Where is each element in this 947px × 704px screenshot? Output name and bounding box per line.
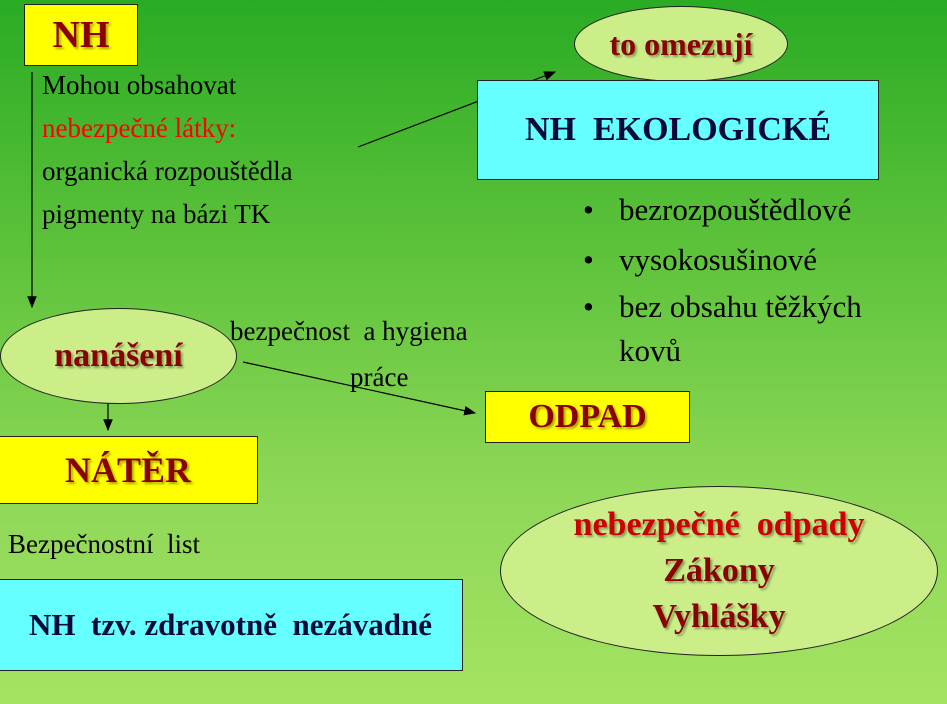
nh-ekologicke-label: NH EKOLOGICKÉ — [524, 111, 832, 148]
nh-box — [24, 4, 138, 66]
nh-zdravotne-box — [0, 579, 463, 671]
safety-label-line2: práce — [350, 362, 409, 392]
left-text-line1: Mohou obsahovat — [42, 70, 237, 100]
waste-line3: Vyhlášky — [652, 598, 786, 635]
eco-bullet-item: • bez obsahu těžkých kovů — [577, 285, 919, 373]
to-omezuji-label: to omezují — [609, 25, 753, 62]
eco-bullet-item: • vysokosušinové — [577, 235, 937, 285]
eco-bullet-list — [577, 185, 937, 373]
odpad-label: ODPAD — [528, 398, 647, 435]
left-text-line4: pigmenty na bázi TK — [42, 199, 271, 229]
nh-ekologicke-box — [477, 80, 879, 180]
waste-line2: Zákony — [663, 552, 775, 589]
safety-label-line1: bezpečnost a hygiena — [230, 316, 468, 346]
left-text-line3: organická rozpouštědla — [42, 156, 293, 186]
eco-bullet-item: • bezrozpouštědlové — [577, 185, 937, 235]
left-text-line2: nebezpečné látky: — [42, 113, 237, 143]
nh-label: NH — [52, 14, 110, 56]
odpad-box — [485, 391, 690, 443]
bezpecnostni-list-label: Bezpečnostní list — [8, 529, 200, 559]
waste-ellipse — [500, 486, 938, 656]
nh-zdravotne-label: NH tzv. zdravotně nezávadné — [29, 607, 432, 642]
waste-line1: nebezpečné odpady — [573, 506, 865, 543]
nanaseni-ellipse — [0, 308, 237, 404]
nater-label: NÁTĚR — [64, 450, 192, 490]
nater-box — [0, 436, 258, 504]
to-omezuji-ellipse — [574, 6, 788, 82]
nanaseni-label: nanášení — [54, 337, 183, 374]
